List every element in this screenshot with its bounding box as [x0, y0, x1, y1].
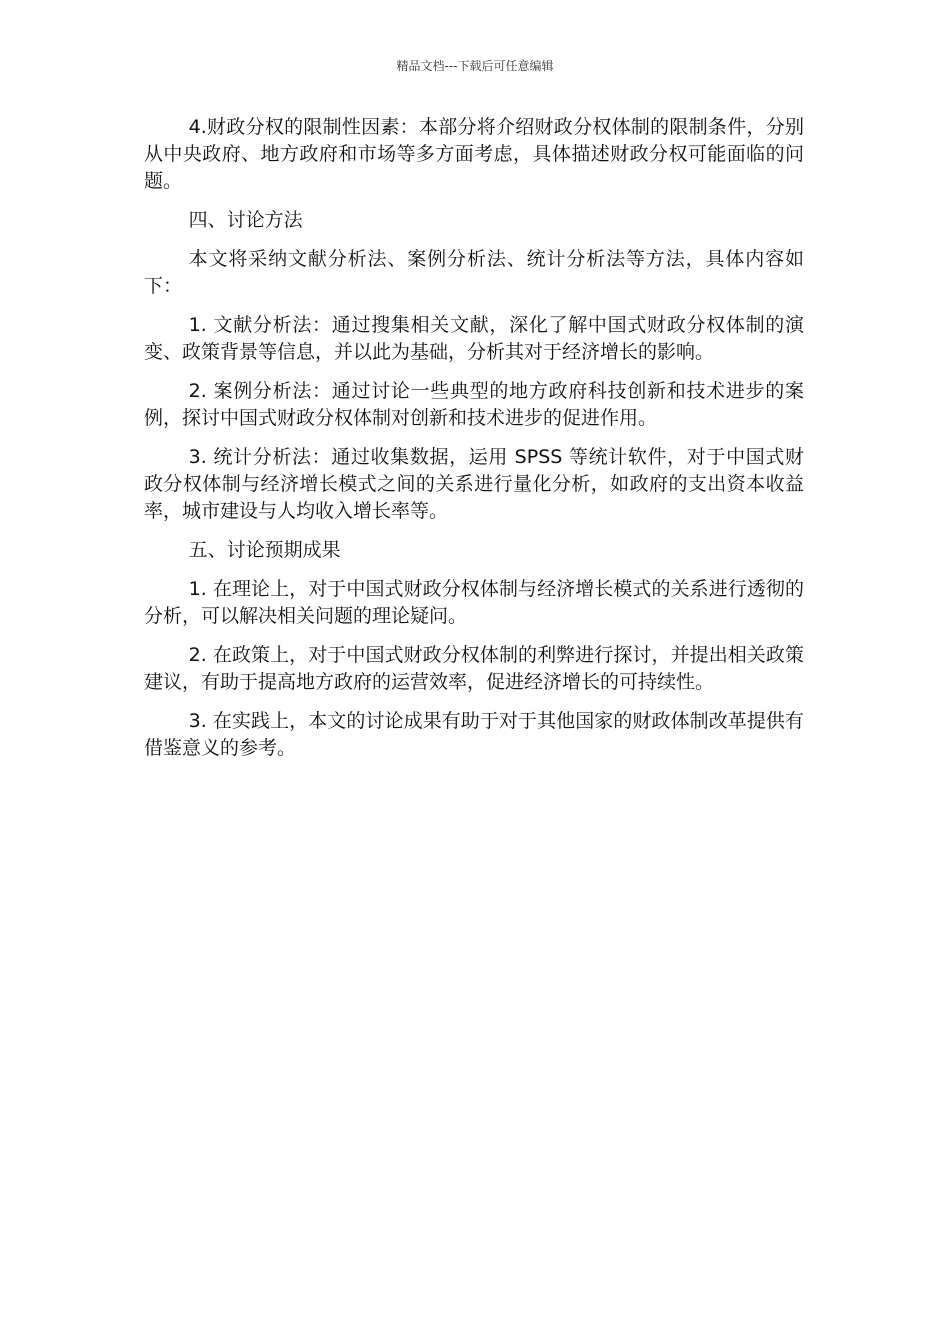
paragraph-methods-intro: 本文将采纳文献分析法、案例分析法、统计分析法等方法，具体内容如下：	[144, 248, 804, 297]
paragraph-method-case: 2. 案例分析法：通过讨论一些典型的地方政府科技创新和技术进步的案例，探讨中国式财政分权体制对创新和技术进步的促进作用。	[144, 380, 804, 429]
paragraph-method-literature: 1. 文献分析法：通过搜集相关文献，深化了解中国式财政分权体制的演变、政策背景等信息，并以此为基础，分析其对于经济增长的影响。	[144, 314, 804, 363]
paragraph-fiscal-limits: 4.财政分权的限制性因素：本部分将介绍财政分权体制的限制条件，分别从中央政府、地方政府和市场等多方面考虑，具体描述财政分权可能面临的问题。	[144, 116, 804, 192]
document-body	[144, 114, 804, 774]
section-heading-methods: 四、讨论方法	[188, 209, 303, 231]
paragraph-method-statistics: 3. 统计分析法：通过收集数据，运用 SPSS 等统计软件，对于中国式财政分权体制与经济增长模式之间的关系进行量化分析，如政府的支出资本收益率，城市建设与人均收入增长率等。	[144, 446, 804, 522]
paragraph-result-practice: 3. 在实践上，本文的讨论成果有助于对于其他国家的财政体制改革提供有借鉴意义的参考。	[144, 710, 804, 759]
section-heading-results: 五、讨论预期成果	[188, 539, 341, 561]
page-header: 精品文档---下载后可任意编辑	[396, 59, 554, 73]
paragraph-result-policy: 2. 在政策上，对于中国式财政分权体制的利弊进行探讨，并提出相关政策建议，有助于提高地方政府的运营效率，促进经济增长的可持续性。	[144, 644, 804, 693]
paragraph-result-theory: 1. 在理论上，对于中国式财政分权体制与经济增长模式的关系进行透彻的分析，可以解决相关问题的理论疑问。	[144, 578, 804, 627]
